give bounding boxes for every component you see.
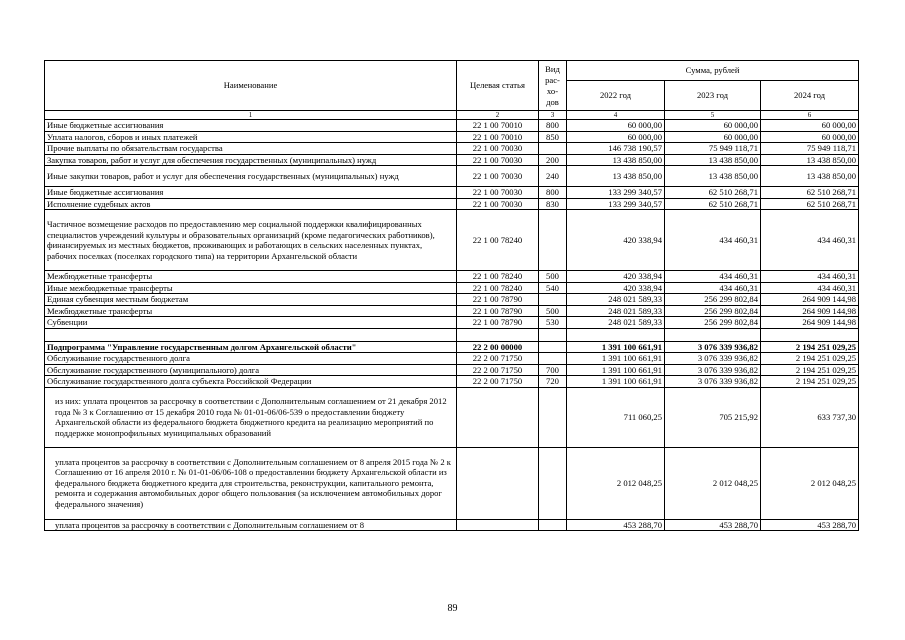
row-vid: 800 bbox=[539, 120, 567, 132]
table-row bbox=[45, 198, 859, 210]
empty-cell bbox=[45, 328, 457, 341]
table-row bbox=[45, 387, 859, 447]
row-vid bbox=[539, 353, 567, 365]
row-sum-2022: 60 000,00 bbox=[567, 120, 665, 132]
table-row bbox=[45, 271, 859, 283]
row-sum-2024: 2 194 251 029,25 bbox=[761, 376, 859, 388]
row-name: Субвенции bbox=[45, 317, 457, 329]
row-sum-2023: 434 460,31 bbox=[665, 271, 761, 283]
row-sum-2022: 1 391 100 661,91 bbox=[567, 341, 665, 353]
row-sum-2024: 13 438 850,00 bbox=[761, 166, 859, 187]
row-sum-2023: 705 215,92 bbox=[665, 387, 761, 447]
row-article bbox=[457, 447, 539, 519]
row-sum-2024: 434 460,31 bbox=[761, 210, 859, 271]
row-sum-2022: 711 060,25 bbox=[567, 387, 665, 447]
table-row bbox=[45, 154, 859, 166]
budget-table bbox=[44, 60, 859, 531]
column-number: 4 bbox=[567, 111, 665, 120]
row-sum-2023: 3 076 339 936,82 bbox=[665, 364, 761, 376]
row-sum-2024: 264 909 144,98 bbox=[761, 305, 859, 317]
row-sum-2022: 1 391 100 661,91 bbox=[567, 376, 665, 388]
table-row bbox=[45, 166, 859, 187]
empty-cell bbox=[761, 328, 859, 341]
table-row bbox=[45, 376, 859, 388]
row-article: 22 1 00 70030 bbox=[457, 154, 539, 166]
row-vid: 500 bbox=[539, 271, 567, 283]
row-sum-2024: 264 909 144,98 bbox=[761, 294, 859, 306]
table-row bbox=[45, 364, 859, 376]
table-row bbox=[45, 282, 859, 294]
row-sum-2023: 434 460,31 bbox=[665, 210, 761, 271]
row-sum-2022: 248 021 589,33 bbox=[567, 317, 665, 329]
table-row bbox=[45, 294, 859, 306]
row-vid bbox=[539, 519, 567, 531]
row-sum-2023: 256 299 802,84 bbox=[665, 294, 761, 306]
row-sum-2024: 60 000,00 bbox=[761, 120, 859, 132]
row-sum-2024: 2 194 251 029,25 bbox=[761, 353, 859, 365]
header-2022: 2022 год bbox=[567, 81, 665, 111]
row-sum-2023: 62 510 268,71 bbox=[665, 198, 761, 210]
row-name: Обслуживание государственного долга bbox=[45, 353, 457, 365]
row-name: Частичное возмещение расходов по предоставлению мер социальной поддержки квалифицированных специалистов учреждений культуры и образовательных организаций (кроме педагогических работников), финансируемых из местных бюджетов, проживающих и работающих в сельских населенных пунктах, рабочих поселках (поселках городского типа) на территории Архангельской области bbox=[45, 210, 457, 271]
row-sum-2023: 434 460,31 bbox=[665, 282, 761, 294]
row-sum-2023: 3 076 339 936,82 bbox=[665, 353, 761, 365]
table-row bbox=[45, 447, 859, 519]
column-number: 1 bbox=[45, 111, 457, 120]
row-article: 22 2 00 71750 bbox=[457, 376, 539, 388]
row-article: 22 2 00 00000 bbox=[457, 341, 539, 353]
row-article: 22 1 00 70010 bbox=[457, 120, 539, 132]
row-vid: 240 bbox=[539, 166, 567, 187]
row-name: Закупка товаров, работ и услуг для обеспечения государственных (муниципальных) нужд bbox=[45, 154, 457, 166]
row-sum-2022: 2 012 048,25 bbox=[567, 447, 665, 519]
row-sum-2022: 1 391 100 661,91 bbox=[567, 364, 665, 376]
row-sum-2023: 60 000,00 bbox=[665, 131, 761, 143]
row-sum-2023: 75 949 118,71 bbox=[665, 143, 761, 155]
row-article: 22 1 00 70030 bbox=[457, 198, 539, 210]
row-article: 22 2 00 71750 bbox=[457, 353, 539, 365]
row-sum-2024: 2 194 251 029,25 bbox=[761, 341, 859, 353]
row-sum-2022: 13 438 850,00 bbox=[567, 166, 665, 187]
column-number: 6 bbox=[761, 111, 859, 120]
row-name: Межбюджетные трансферты bbox=[45, 305, 457, 317]
table-row bbox=[45, 131, 859, 143]
row-sum-2022: 420 338,94 bbox=[567, 210, 665, 271]
row-article: 22 1 00 78790 bbox=[457, 294, 539, 306]
empty-cell bbox=[665, 328, 761, 341]
header-name: Наименование bbox=[45, 61, 457, 111]
column-number: 2 bbox=[457, 111, 539, 120]
row-name: уплата процентов за рассрочку в соответствии с Дополнительным соглашением от 8 апреля 2015 года № 2 к Соглашению от 16 апреля 2010 г. № 01-01-06/06-108 о предоставлении бюджету Архангельской области из федерального бюджета бюджетного кредита для строительства, реконструкции, капитального ремонта, ремонта и содержания автомобильных дорог общего пользования (за исключением автомобильных дорог федерального значения) bbox=[45, 447, 457, 519]
row-vid: 800 bbox=[539, 187, 567, 199]
row-sum-2022: 420 338,94 bbox=[567, 271, 665, 283]
column-number: 5 bbox=[665, 111, 761, 120]
row-name: Прочие выплаты по обязательствам государства bbox=[45, 143, 457, 155]
row-vid: 830 bbox=[539, 198, 567, 210]
row-sum-2024: 75 949 118,71 bbox=[761, 143, 859, 155]
row-name: Обслуживание государственного (муниципального) долга bbox=[45, 364, 457, 376]
row-sum-2022: 1 391 100 661,91 bbox=[567, 353, 665, 365]
row-name: Подпрограмма "Управление государственным долгом Архангельской области" bbox=[45, 341, 457, 353]
empty-cell bbox=[567, 328, 665, 341]
row-sum-2023: 62 510 268,71 bbox=[665, 187, 761, 199]
row-vid bbox=[539, 447, 567, 519]
header-2024: 2024 год bbox=[761, 81, 859, 111]
row-sum-2022: 133 299 340,57 bbox=[567, 187, 665, 199]
row-vid bbox=[539, 387, 567, 447]
row-sum-2024: 2 194 251 029,25 bbox=[761, 364, 859, 376]
row-sum-2022: 133 299 340,57 bbox=[567, 198, 665, 210]
row-article: 22 1 00 78790 bbox=[457, 317, 539, 329]
row-sum-2023: 256 299 802,84 bbox=[665, 317, 761, 329]
row-vid: 200 bbox=[539, 154, 567, 166]
row-vid: 540 bbox=[539, 282, 567, 294]
row-sum-2024: 13 438 850,00 bbox=[761, 154, 859, 166]
row-article: 22 1 00 78240 bbox=[457, 282, 539, 294]
row-article: 22 1 00 70010 bbox=[457, 131, 539, 143]
row-vid: 530 bbox=[539, 317, 567, 329]
table-row bbox=[45, 210, 859, 271]
table-row bbox=[45, 341, 859, 353]
row-vid: 500 bbox=[539, 305, 567, 317]
row-article: 22 1 00 70030 bbox=[457, 187, 539, 199]
row-name: Иные бюджетные ассигнования bbox=[45, 187, 457, 199]
row-name: Иные бюджетные ассигнования bbox=[45, 120, 457, 132]
row-vid: 850 bbox=[539, 131, 567, 143]
row-article bbox=[457, 387, 539, 447]
table-row bbox=[45, 143, 859, 155]
row-sum-2023: 2 012 048,25 bbox=[665, 447, 761, 519]
row-vid: 720 bbox=[539, 376, 567, 388]
spacer-row bbox=[45, 328, 859, 341]
row-article bbox=[457, 519, 539, 531]
row-sum-2022: 453 288,70 bbox=[567, 519, 665, 531]
row-sum-2023: 13 438 850,00 bbox=[665, 166, 761, 187]
column-number: 3 bbox=[539, 111, 567, 120]
row-name: Исполнение судебных актов bbox=[45, 198, 457, 210]
empty-cell bbox=[539, 328, 567, 341]
row-sum-2022: 13 438 850,00 bbox=[567, 154, 665, 166]
row-name: Единая субвенция местным бюджетам bbox=[45, 294, 457, 306]
row-sum-2023: 256 299 802,84 bbox=[665, 305, 761, 317]
row-article: 22 2 00 71750 bbox=[457, 364, 539, 376]
row-sum-2024: 434 460,31 bbox=[761, 282, 859, 294]
row-sum-2022: 248 021 589,33 bbox=[567, 294, 665, 306]
row-sum-2022: 420 338,94 bbox=[567, 282, 665, 294]
row-name: из них: уплата процентов за рассрочку в соответствии с Дополнительным соглашением от 21 декабря 2012 года № 3 к Соглашению от 15 декабря 2010 года № 01-01-06/06-539 о предоставлении бюджету Архангельской области из федерального бюджета бюджетного кредита на реализацию мероприятий по поддержке монопрофильных муниципальных образований bbox=[45, 387, 457, 447]
row-vid bbox=[539, 294, 567, 306]
row-sum-2024: 62 510 268,71 bbox=[761, 187, 859, 199]
row-name: Межбюджетные трансферты bbox=[45, 271, 457, 283]
page-number: 89 bbox=[447, 603, 458, 614]
table-row bbox=[45, 317, 859, 329]
row-name: Иные закупки товаров, работ и услуг для обеспечения государственных (муниципальных) нужд bbox=[45, 166, 457, 187]
row-sum-2023: 13 438 850,00 bbox=[665, 154, 761, 166]
row-article: 22 1 00 78790 bbox=[457, 305, 539, 317]
row-article: 22 1 00 70030 bbox=[457, 166, 539, 187]
header-sum: Сумма, рублей bbox=[567, 61, 859, 81]
table-row bbox=[45, 519, 859, 531]
row-sum-2024: 2 012 048,25 bbox=[761, 447, 859, 519]
table-row bbox=[45, 305, 859, 317]
row-vid: 700 bbox=[539, 364, 567, 376]
empty-cell bbox=[457, 328, 539, 341]
row-article: 22 1 00 78240 bbox=[457, 210, 539, 271]
row-vid bbox=[539, 341, 567, 353]
row-sum-2024: 62 510 268,71 bbox=[761, 198, 859, 210]
header-2023: 2023 год bbox=[665, 81, 761, 111]
table-row bbox=[45, 187, 859, 199]
row-article: 22 1 00 70030 bbox=[457, 143, 539, 155]
header-vid: Вид рас-хо-дов bbox=[539, 61, 567, 111]
row-sum-2024: 60 000,00 bbox=[761, 131, 859, 143]
table-body bbox=[45, 120, 859, 531]
row-sum-2023: 60 000,00 bbox=[665, 120, 761, 132]
row-sum-2022: 60 000,00 bbox=[567, 131, 665, 143]
row-name: Обслуживание государственного долга субъекта Российской Федерации bbox=[45, 376, 457, 388]
row-name: Уплата налогов, сборов и иных платежей bbox=[45, 131, 457, 143]
row-vid bbox=[539, 210, 567, 271]
table-row bbox=[45, 353, 859, 365]
row-sum-2023: 3 076 339 936,82 bbox=[665, 341, 761, 353]
row-sum-2024: 633 737,30 bbox=[761, 387, 859, 447]
row-name: уплата процентов за рассрочку в соответствии с Дополнительным соглашением от 8 bbox=[45, 519, 457, 531]
table-row bbox=[45, 120, 859, 132]
row-sum-2024: 453 288,70 bbox=[761, 519, 859, 531]
row-sum-2022: 146 738 190,57 bbox=[567, 143, 665, 155]
row-vid bbox=[539, 143, 567, 155]
row-sum-2023: 3 076 339 936,82 bbox=[665, 376, 761, 388]
row-sum-2024: 434 460,31 bbox=[761, 271, 859, 283]
row-sum-2023: 453 288,70 bbox=[665, 519, 761, 531]
row-article: 22 1 00 78240 bbox=[457, 271, 539, 283]
row-sum-2022: 248 021 589,33 bbox=[567, 305, 665, 317]
row-name: Иные межбюджетные трансферты bbox=[45, 282, 457, 294]
row-sum-2024: 264 909 144,98 bbox=[761, 317, 859, 329]
header-article: Целевая статья bbox=[457, 61, 539, 111]
